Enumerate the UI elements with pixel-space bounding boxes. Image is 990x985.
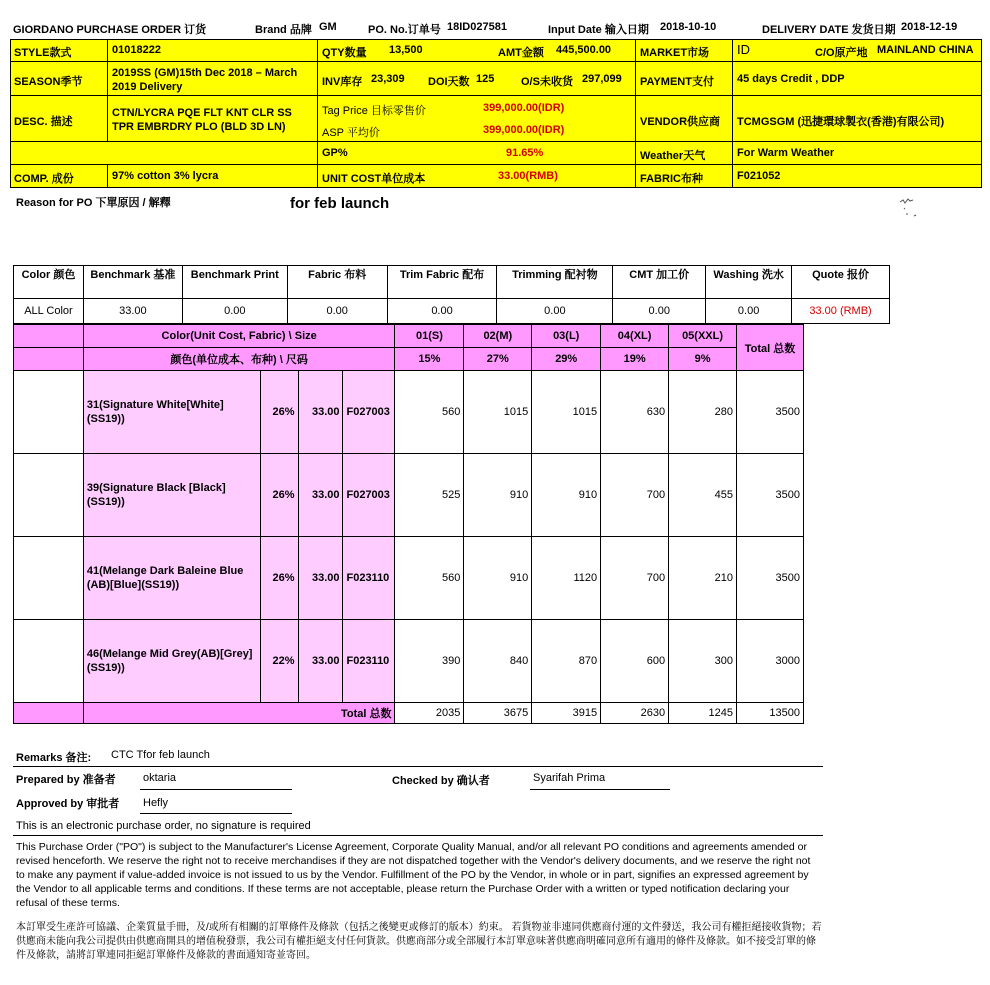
size-header: 04(XL) (601, 325, 669, 348)
ratio-row (14, 348, 804, 371)
size-head-zh: 颜色(单位成本、布种) \ 尺码 (83, 348, 395, 371)
reason-label: Reason for PO 下單原因 / 解釋 (16, 197, 171, 209)
qty-cell: 1015 (532, 371, 601, 454)
size-total: 3675 (464, 703, 532, 724)
inv-value: 23,309 (371, 73, 405, 85)
totals-row (14, 703, 804, 724)
co-label: C/O原产地 (815, 47, 868, 59)
size-total: 3915 (532, 703, 601, 724)
payment-label: PAYMENT支付 (640, 76, 714, 88)
size-total: 2630 (601, 703, 669, 724)
row-total: 3500 (737, 454, 804, 537)
season-label: SEASON季节 (14, 76, 83, 88)
color-pct: 26% (260, 371, 298, 454)
cost-cell: 0.00 (182, 299, 287, 324)
size-breakdown-table (13, 324, 804, 724)
qty-cell: 910 (532, 454, 601, 537)
divider (13, 835, 823, 836)
qty-cell: 210 (669, 537, 737, 620)
remarks-label: Remarks 备注: (16, 752, 92, 764)
desc-label: DESC. 描述 (14, 116, 73, 128)
po-number: 18ID027581 (447, 21, 507, 33)
cost-header-cell: Color 颜色 (14, 266, 84, 299)
fabric-label: FABRIC布种 (640, 173, 703, 185)
tag-price-value: 399,000.00(IDR) (483, 102, 565, 114)
color-cost: 33.00 (298, 537, 343, 620)
size-header-row (14, 325, 804, 348)
cost-header-cell: Trimming 配衬物 (497, 266, 613, 299)
cost-header-cell: Benchmark 基准 (83, 266, 182, 299)
desc-value: CTN/LYCRA PQE FLT KNT CLR SS TPR EMBRDRY PLO (BLD 3D LN) (112, 107, 292, 133)
amt-label: AMT金额 (498, 47, 544, 59)
comp-label: COMP. 成份 (14, 173, 74, 185)
size-ratio: 15% (395, 348, 464, 371)
input-date: 2018-10-10 (660, 21, 717, 33)
terms-english: This Purchase Order ("PO") is subject to the Manufacturer's License Agreement, Corporate Quality Manual, and/or all relevant PO conditions and agreements amended or revised henceforth. We reserve the right not to receive merchandises if they are not dispatched together with the Vendor's delivery documents, and we reserve the right not to make any payment if value-added invoice is not issued to us by the Vendor. Fulfillment of the PO by the Vendor, in whole or in part, signifies an expressed agreement by the Vendor to all applicable terms and conditions. If these terms are not acceptable, please return the Purchase Order with a written or typed notification declaring your refusal of these terms. (16, 841, 811, 909)
color-fabric: F027003 (343, 454, 395, 537)
qty-cell: 390 (395, 620, 464, 703)
signature-line (140, 789, 292, 790)
qty-cell: 300 (669, 620, 737, 703)
qty-cell: 630 (601, 371, 669, 454)
size-header: 05(XXL) (669, 325, 737, 348)
terms-chinese: 本訂單受生產許可協議、企業質量手冊，及/或所有相關的訂單條件及條款（包括之後變更或修訂的版本）約束。 若貨物並非連同供應商付運的文件發送，我公司有權拒絕接收貨物；若供應商未能向我公司提供由供應商開具的增值稅發票，我公司有權拒絕支付任何貨款。供應商部分或全部履行本訂單意味著供應商明確同意所有適用的條件及條款。如不接受訂單的條件及條款，請將訂單連同拒絕訂單條件及條款的書面通知寄並寄回。 (16, 922, 822, 961)
qty-cell: 1015 (464, 371, 532, 454)
row-total: 3000 (737, 620, 804, 703)
cost-header-cell: CMT 加工价 (613, 266, 706, 299)
approved-label: Approved by 审批者 (16, 798, 120, 810)
size-ratio: 9% (669, 348, 737, 371)
signature-line (530, 789, 670, 790)
qty-value: 13,500 (389, 44, 423, 56)
market-label: MARKET市场 (640, 47, 710, 59)
os-label: O/S未收货 (521, 76, 573, 88)
weather-value: For Warm Weather (737, 147, 835, 159)
qty-cell: 525 (395, 454, 464, 537)
qty-cell: 1120 (532, 537, 601, 620)
color-cost: 33.00 (298, 620, 343, 703)
delivery-date: 2018-12-19 (901, 21, 958, 33)
cost-header-cell: Washing 洗水 (706, 266, 792, 299)
size-ratio: 27% (464, 348, 532, 371)
total-header: Total 总数 (737, 325, 804, 371)
fabric-value: F021052 (737, 170, 781, 182)
co-value: MAINLAND CHINA (877, 44, 974, 56)
scribble-mark (896, 190, 926, 220)
size-header: 03(L) (532, 325, 601, 348)
doi-value: 125 (476, 73, 495, 85)
totals-label: Total 总数 (83, 703, 395, 724)
row-total: 3500 (737, 537, 804, 620)
inv-label: INV库存 (322, 76, 363, 88)
size-header: 01(S) (395, 325, 464, 348)
cost-cell: 0.00 (287, 299, 387, 324)
color-name: 39(Signature Black [Black](SS19)) (83, 454, 260, 537)
approved-value: Hefly (143, 797, 169, 809)
po-title: GIORDANO PURCHASE ORDER 订货 (13, 24, 207, 36)
remarks-value: CTC Tfor feb launch (111, 749, 210, 761)
signature-line (140, 813, 292, 814)
cost-cell: 0.00 (706, 299, 792, 324)
size-ratio: 29% (532, 348, 601, 371)
qty-cell: 560 (395, 537, 464, 620)
row-total: 3500 (737, 371, 804, 454)
os-value: 297,099 (582, 73, 622, 85)
unit-cost-value: 33.00(RMB) (498, 170, 558, 182)
cost-header-cell: Trim Fabric 配布 (387, 266, 497, 299)
color-pct: 22% (260, 620, 298, 703)
table-row (14, 371, 804, 454)
qty-cell: 840 (464, 620, 532, 703)
season-value: 2019SS (GM)15th Dec 2018 – March 2019 Delivery (112, 67, 298, 93)
cost-header-cell: Quote 报价 (792, 266, 890, 299)
table-row (14, 620, 804, 703)
checked-value: Syarifah Prima (533, 772, 606, 784)
cost-cell: 0.00 (613, 299, 706, 324)
payment-value: 45 days Credit , DDP (737, 73, 845, 85)
unit-cost-label: UNIT COST单位成本 (322, 173, 426, 185)
cost-header-cell: Benchmark Print (182, 266, 287, 299)
color-cost: 33.00 (298, 371, 343, 454)
color-name: 46(Melange Mid Grey(AB)[Grey](SS19)) (83, 620, 260, 703)
color-fabric: F023110 (343, 620, 395, 703)
weather-label: Weather天气 (640, 150, 706, 162)
style-label: STYLE款式 (14, 47, 72, 59)
asp-label: ASP 平均价 (322, 127, 380, 139)
gp-label: GP% (322, 147, 348, 159)
cost-cell: 0.00 (497, 299, 613, 324)
prepared-value: oktaria (143, 772, 177, 784)
table-row (14, 454, 804, 537)
doi-label: DOI天数 (428, 76, 470, 88)
style-value: 01018222 (112, 44, 161, 56)
cost-cell: ALL Color (14, 299, 84, 324)
size-ratio: 19% (601, 348, 669, 371)
qty-cell: 910 (464, 537, 532, 620)
color-name: 41(Melange Dark Baleine Blue (AB)[Blue](SS19)) (83, 537, 260, 620)
grand-total: 13500 (737, 703, 804, 724)
brand-label: Brand 品牌 (255, 24, 312, 36)
delivery-date-label: DELIVERY DATE 发货日期 (762, 24, 896, 36)
asp-value: 399,000.00(IDR) (483, 124, 565, 136)
color-fabric: F027003 (343, 371, 395, 454)
table-row (14, 537, 804, 620)
qty-cell: 280 (669, 371, 737, 454)
size-header: 02(M) (464, 325, 532, 348)
qty-cell: 700 (601, 537, 669, 620)
amt-value: 445,500.00 (556, 44, 612, 56)
color-fabric: F023110 (343, 537, 395, 620)
qty-label: QTY数量 (322, 47, 367, 59)
cost-header-row (14, 266, 890, 299)
quote-cell: 33.00 (RMB) (792, 299, 890, 324)
qty-cell: 600 (601, 620, 669, 703)
size-head-en: Color(Unit Cost, Fabric) \ Size (83, 325, 395, 348)
qty-cell: 870 (532, 620, 601, 703)
qty-cell: 455 (669, 454, 737, 537)
market-value: ID (737, 42, 750, 57)
cost-cell: 33.00 (83, 299, 182, 324)
vendor-label: VENDOR供应商 (640, 116, 721, 128)
size-total: 2035 (395, 703, 464, 724)
vendor-value: TCMGSGM (迅捷環球製衣(香港)有限公司) (737, 116, 945, 128)
input-date-label: Input Date 输入日期 (548, 24, 649, 36)
divider (13, 766, 823, 767)
qty-cell: 700 (601, 454, 669, 537)
brand-value: GM (319, 21, 337, 33)
electronic-note: This is an electronic purchase order, no signature is required (16, 820, 311, 832)
size-total: 1245 (669, 703, 737, 724)
cost-header-cell: Fabric 布料 (287, 266, 387, 299)
color-name: 31(Signature White[White](SS19)) (83, 371, 260, 454)
color-cost: 33.00 (298, 454, 343, 537)
tag-price-label: Tag Price 目标零售价 (322, 105, 426, 117)
po-number-label: PO. No.订单号 (368, 24, 441, 36)
color-pct: 26% (260, 454, 298, 537)
comp-value: 97% cotton 3% lycra (112, 170, 219, 182)
qty-cell: 560 (395, 371, 464, 454)
reason-value: for feb launch (290, 195, 390, 212)
qty-cell: 910 (464, 454, 532, 537)
cost-table (13, 265, 890, 324)
cost-cell: 0.00 (387, 299, 497, 324)
color-pct: 26% (260, 537, 298, 620)
cost-value-row (14, 299, 890, 324)
prepared-label: Prepared by 准备者 (16, 774, 116, 786)
checked-label: Checked by 确认者 (392, 775, 490, 787)
gp-value: 91.65% (506, 147, 544, 159)
